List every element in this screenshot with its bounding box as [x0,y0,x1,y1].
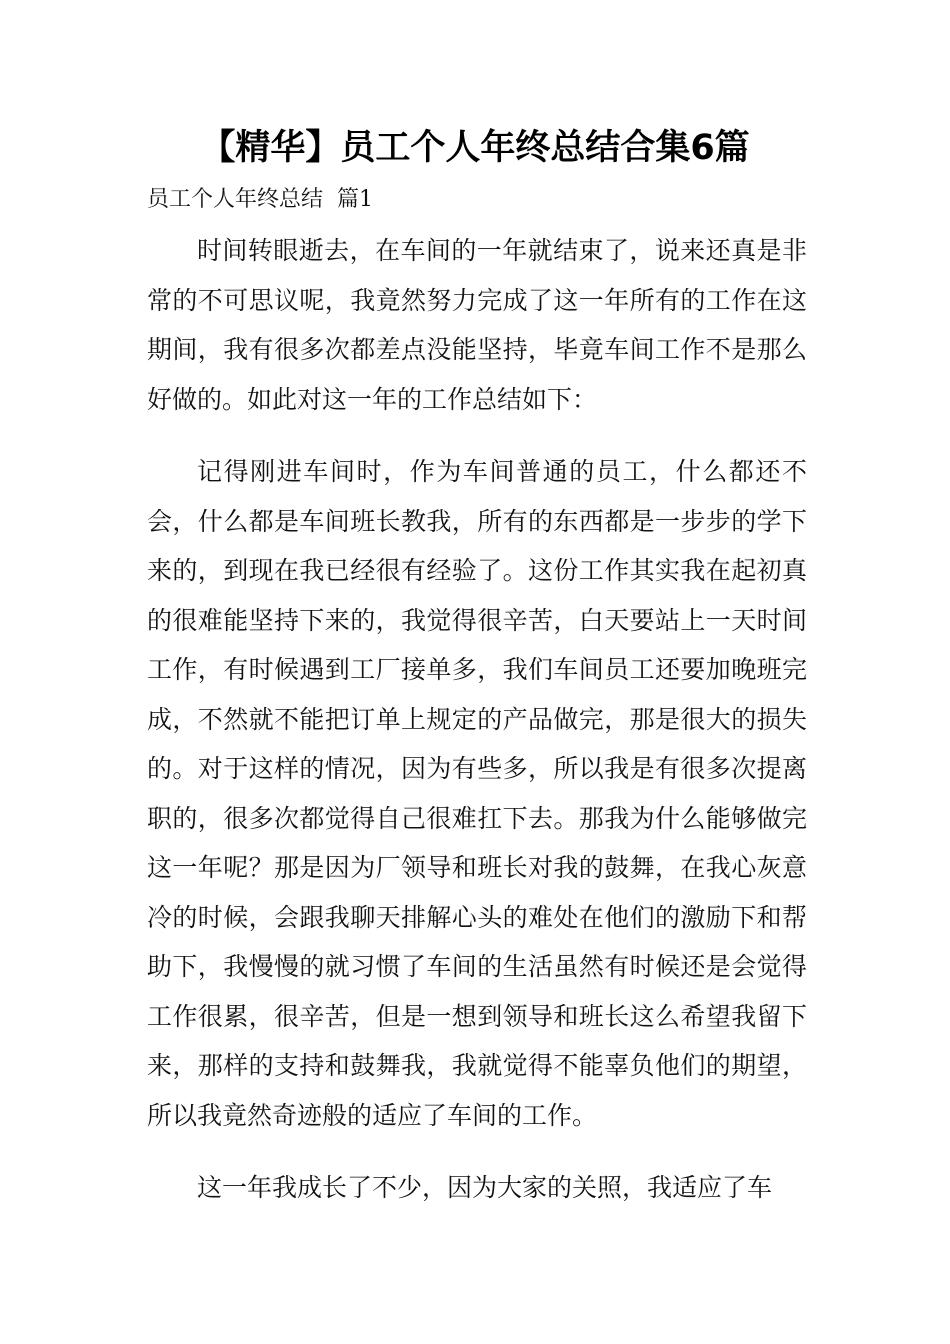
document-body [147,226,807,1236]
paragraph: 时间转眼逝去，在车间的一年就结束了，说来还真是非常的不可思议呢，我竟然努力完成了这一年所有的工作在这期间，我有很多次都差点没能坚持，毕竟车间工作不是那么好做的。如此对这一年的工作总结如下： [147,236,807,414]
section-heading: 员工个人年终总结 篇1 [147,187,373,212]
document-title: 【精华】员工个人年终总结合集6篇 [200,128,750,168]
paragraph: 记得刚进车间时，作为车间普通的员工，什么都还不会，什么都是车间班长教我，所有的东西都是一步步的学下来的，到现在我已经很有经验了。这份工作其实我在起初真的很难能坚持下来的，我觉得很辛苦，白天要站上一天时间工作，有时候遇到工厂接单多，我们车间员工还要加晚班完成，不然就不能把订单上规定的产品做完，那是很大的损失的。对于这样的情况，因为有些多，所以我是有很多次提离职的，很多次都觉得自己很难扛下去。那我为什么能够做完这一年呢？那是因为厂领导和班长对我的鼓舞，在我心灰意冷的时候，会跟我聊天排解心头的难处在他们的激励下和帮助下，我慢慢的就习惯了车间的生活虽然有时候还是会觉得工作很累，很辛苦，但是一想到领导和班长这么希望我留下来，那样的支持和鼓舞我，我就觉得不能辜负他们的期望，所以我竟然奇迹般的适应了车间的工作。 [147,457,807,1130]
paragraph: 这一年我成长了不少，因为大家的关照，我适应了车 [197,1173,773,1202]
